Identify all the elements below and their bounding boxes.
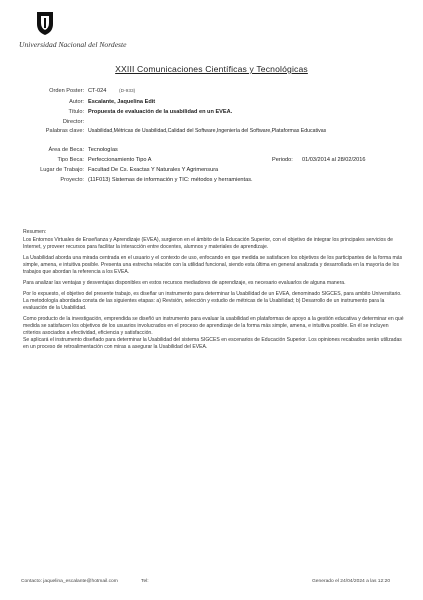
abstract-section xyxy=(23,229,404,355)
abstract-paragraph: Por lo expuesto, el objetivo del presente trabajo, es diseñar un instrumento para determinar la Usabilidad de un EVEA, denominado SIGCES, para ambito Universitario. xyxy=(23,291,402,298)
university-logo-icon xyxy=(34,10,56,36)
director-label: Director: xyxy=(62,119,84,125)
contact-email: Contacto: jaquelina_escalante@hotmail.com xyxy=(21,579,118,584)
abstract-paragraph: Se aplicará el instrumento diseñado para determinar la Usabilidad del sistema SIGCES en escenarios de Educación Superior. Los opiniones recabados serán utilizadas en un proceso de retroalimentación con miras a asegurar la Usabilidad del EVEA. xyxy=(23,337,402,351)
abstract-paragraph: La Usabilidad aborda una mirada centrada en el usuario y el contexto de uso, enfocando en que medida se satisfacen los objetivos de los participantes de la forma más simple, amena, e intuitiva posible. Presenta una estrecha relación con la utilidad funcional, siendo esta última en general analizada y desarrollada en la mayoría de los trabajos que abordan la referencia a los EVEA. xyxy=(23,254,403,275)
tipo-beca-label: Tipo Beca: xyxy=(57,157,84,163)
orden-poster-label: Orden Poster: xyxy=(49,88,84,94)
area-value: Tecnologías xyxy=(88,147,118,153)
generated-timestamp: Generado el 24/04/2024 a las 12:20 xyxy=(312,579,391,584)
proyecto-label: Proyecto: xyxy=(60,177,84,183)
autor-value: Escalante, Jaquelina Edit xyxy=(88,99,156,105)
palabras-clave-label: Palabras clave: xyxy=(45,128,84,134)
lugar-value: Facultad De Cs. Exactas Y Naturales Y Agrimensura xyxy=(88,167,219,173)
area-label: Área de Beca: xyxy=(48,147,84,153)
abstract-paragraph: La metodología abordada consta de las siguientes etapas: a) Revisión, selección y estudio de métricas de la Usabilidad; b) Desarrollo de un instrumento para la evaluación de la Usabilidad. xyxy=(23,298,385,312)
orden-poster-extra: (D-933) xyxy=(119,89,136,94)
titulo-value: Propuesta de evaluación de la usabilidad en un EVEA. xyxy=(88,109,233,115)
abstract-paragraph: Para analizar las ventajas y desventajas disponibles en estos recursos mediadores de aprendizaje, es necesario evaluarlos de alguna manera. xyxy=(23,280,346,287)
periodo-label: Periodo: xyxy=(272,157,293,163)
abstract-paragraph: Como producto de la investigación, emprendida se diseñó un instrumento para evaluar la usabilidad en plataformas de apoyo a la gestión educativa y determinar en qué medida se satisfacen los objetivos de los usuarios involucrados en el proceso de aprendizaje de la forma más simple, amena, e intuitiva posible. En él se incluyen criterios asociados a efectividad, eficiencia y satisfacción. xyxy=(23,316,404,337)
titulo-label: Título: xyxy=(68,109,84,115)
tipo-beca-value: Perfeccionamiento Tipo A xyxy=(88,157,152,163)
contact-tel: Tel: xyxy=(141,579,149,584)
abstract-paragraph: Los Entornos Virtuales de Enseñanza y Aprendizaje (EVEA), surgieron en el ámbito de la Educación Superior, con el objetivo de integrar los principales servicios de Internet, y proveer recursos para facilitar la interacción entre docentes, alumnos y materiales de aprendizaje. xyxy=(23,236,393,250)
palabras-clave-value: Usabilidad,Métricas de Usabilidad,Calidad del Software,Ingeniería del Software,Plataformas Educativas xyxy=(88,128,327,134)
autor-label: Autor: xyxy=(69,99,84,105)
conference-title: XXIII Comunicaciones Científicas y Tecnológicas xyxy=(115,64,308,74)
periodo-value: 01/03/2014 al 28/02/2016 xyxy=(302,157,366,163)
university-name: Universidad Nacional del Nordeste xyxy=(19,40,127,49)
abstract-heading: Resumen: xyxy=(23,229,47,235)
orden-poster-value: CT-024 xyxy=(88,88,107,94)
proyecto-value: (11F013) Sistemas de información y TIC: métodos y herramientas. xyxy=(88,177,253,183)
lugar-label: Lugar de Trabajo: xyxy=(40,167,84,173)
